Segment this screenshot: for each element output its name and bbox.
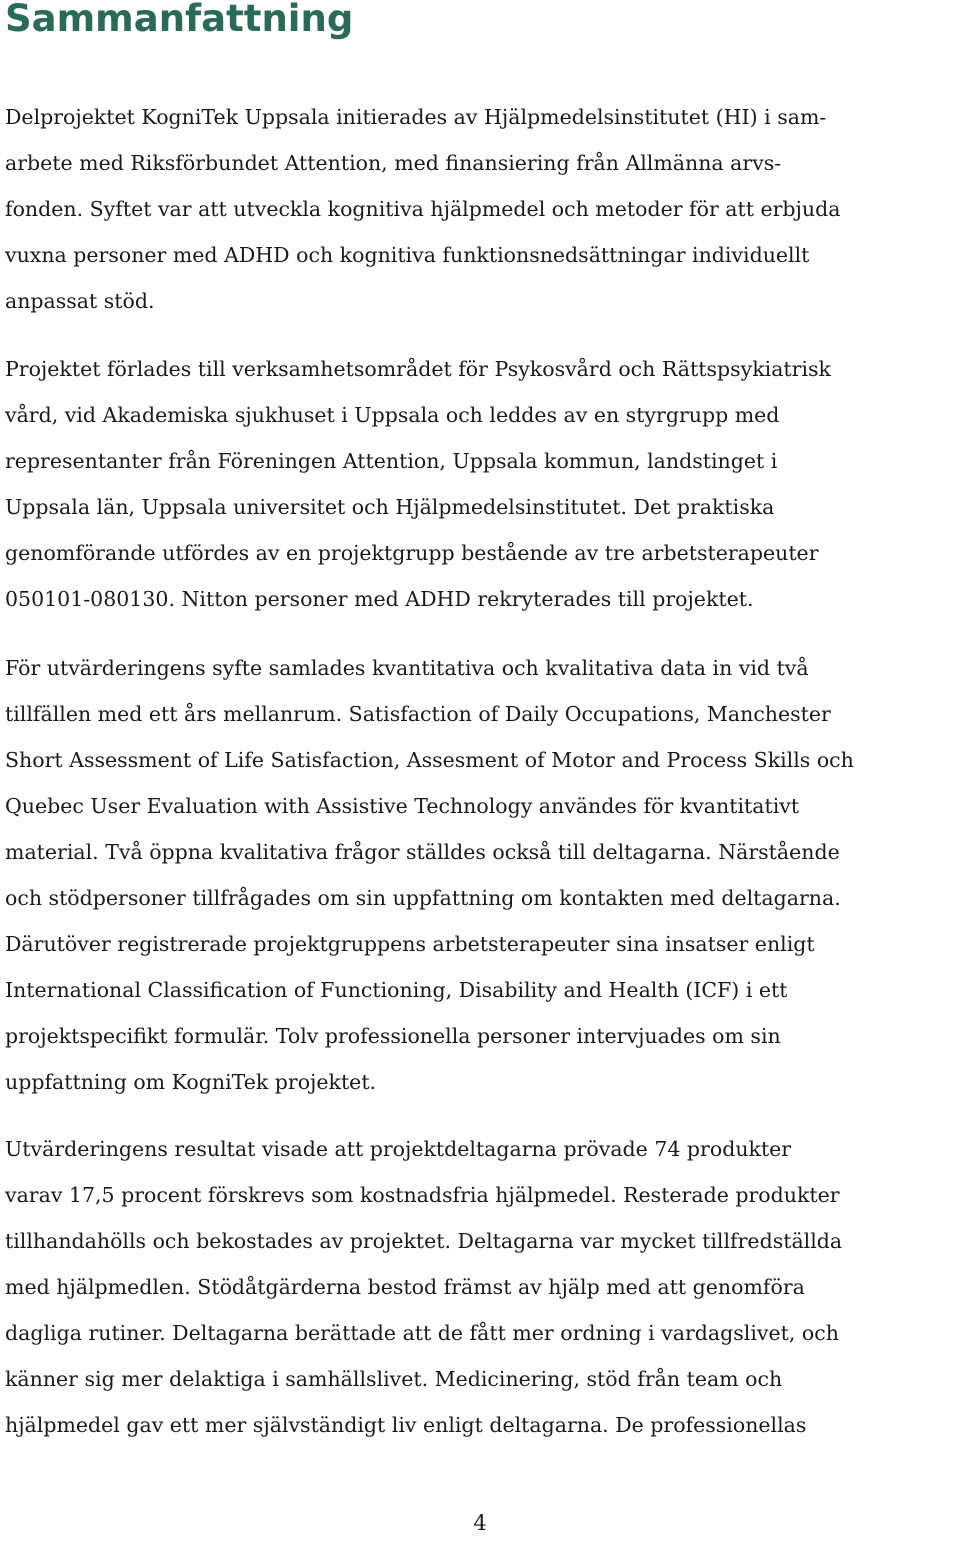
text-line: Delprojektet KogniTek Uppsala initierades av Hjälpmedelsinstitutet (HI) i sam- <box>5 105 827 129</box>
text-line: material. Två öppna kvalitativa frågor ställdes också till deltagarna. Närstående <box>5 840 840 864</box>
text-line: hjälpmedel gav ett mer självständigt liv enligt deltagarna. De professionellas <box>5 1413 807 1437</box>
text-line: dagliga rutiner. Deltagarna berättade att de fått mer ordning i vardagslivet, och <box>5 1321 839 1345</box>
paragraph-method <box>5 645 854 1105</box>
text-line: med hjälpmedlen. Stödåtgärderna bestod främst av hjälp med att genomföra <box>5 1275 805 1299</box>
text-line: tillfällen med ett års mellanrum. Satisfaction of Daily Occupations, Manchester <box>5 702 831 726</box>
text-line: Projektet förlades till verksamhetsområdet för Psykosvård och Rättspsykiatrisk <box>5 357 831 381</box>
text-line: Quebec User Evaluation with Assistive Technology användes för kvantitativt <box>5 794 800 818</box>
page-number: 4 <box>473 1511 487 1535</box>
paragraph-intro <box>5 94 840 324</box>
text-line: tillhandahölls och bekostades av projektet. Deltagarna var mycket tillfredställda <box>5 1229 843 1253</box>
text-line: vård, vid Akademiska sjukhuset i Uppsala och leddes av en styrgrupp med <box>5 403 780 427</box>
text-line: arbete med Riksförbundet Attention, med finansiering från Allmänna arvs- <box>5 151 782 175</box>
text-line: känner sig mer delaktiga i samhällslivet. Medicinering, stöd från team och <box>5 1367 783 1391</box>
text-line: Uppsala län, Uppsala universitet och Hjälpmedelsinstitutet. Det praktiska <box>5 495 775 519</box>
text-line: Short Assessment of Life Satisfaction, Assesment of Motor and Process Skills och <box>5 748 854 772</box>
text-line: varav 17,5 procent förskrevs som kostnadsfria hjälpmedel. Resterade produkter <box>5 1183 840 1207</box>
text-line: uppfattning om KogniTek projektet. <box>5 1070 377 1094</box>
text-line: och stödpersoner tillfrågades om sin uppfattning om kontakten med deltagarna. <box>5 886 841 910</box>
text-line: Därutöver registrerade projektgruppens arbetsterapeuter sina insatser enligt <box>5 932 815 956</box>
text-line: fonden. Syftet var att utveckla kognitiva hjälpmedel och metoder för att erbjuda <box>5 197 841 221</box>
text-line: För utvärderingens syfte samlades kvantitativa och kvalitativa data in vid två <box>5 656 809 680</box>
paragraph-organisation <box>5 346 831 622</box>
text-line: projektspecifikt formulär. Tolv professionella personer intervjuades om sin <box>5 1024 781 1048</box>
page-heading: Sammanfattning <box>5 0 354 40</box>
text-line: anpassat stöd. <box>5 289 155 313</box>
text-line: vuxna personer med ADHD och kognitiva funktionsnedsättningar individuellt <box>5 243 810 267</box>
text-line: representanter från Föreningen Attention, Uppsala kommun, landstinget i <box>5 449 778 473</box>
text-line: International Classification of Functioning, Disability and Health (ICF) i ett <box>5 978 788 1002</box>
paragraph-results <box>5 1126 842 1448</box>
text-line: genomförande utfördes av en projektgrupp bestående av tre arbetsterapeuter <box>5 541 819 565</box>
text-line: 050101-080130. Nitton personer med ADHD rekryterades till projektet. <box>5 587 754 611</box>
text-line: Utvärderingens resultat visade att projektdeltagarna prövade 74 produkter <box>5 1137 792 1161</box>
